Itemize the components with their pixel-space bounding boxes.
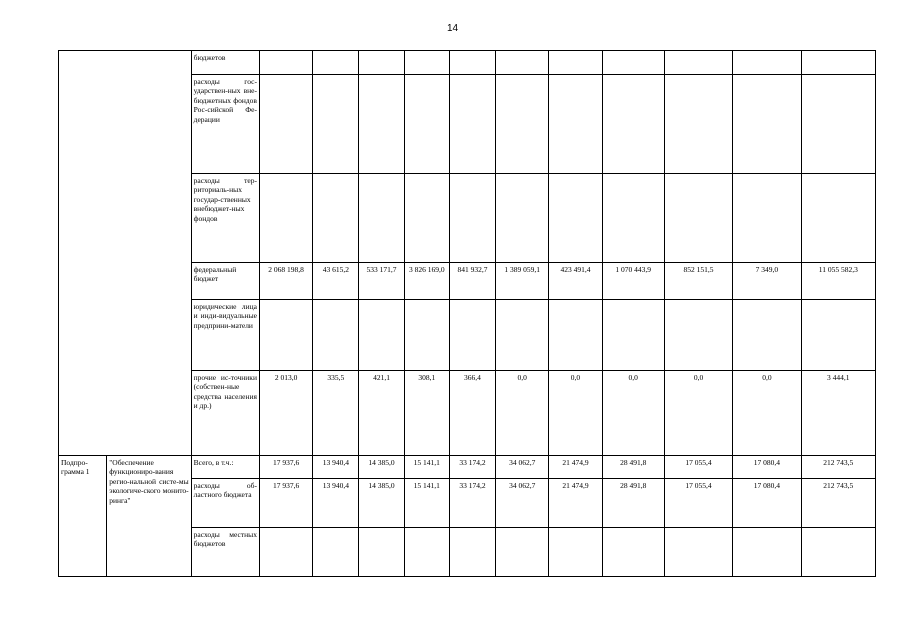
value-cell <box>449 528 495 577</box>
value-cell: 17 080,4 <box>733 479 801 528</box>
value-cell: 21 474,9 <box>549 479 602 528</box>
value-cell: 17 937,6 <box>259 479 312 528</box>
value-cell <box>733 300 801 371</box>
value-cell: 2 068 198,8 <box>259 263 312 300</box>
value-cell <box>404 51 449 75</box>
value-cell <box>801 51 875 75</box>
funding-source-cell: расходы местных бюджетов <box>191 528 259 577</box>
funding-source-cell: расходы тер-риториаль-ных государ-ственных внебюджет-ных фондов <box>191 174 259 263</box>
value-cell: 335,5 <box>313 371 359 456</box>
value-cell: 3 826 169,0 <box>404 263 449 300</box>
value-cell <box>313 300 359 371</box>
value-cell <box>359 174 404 263</box>
funding-source-cell: прочие ис-точники (собствен-ные средства населения и др.) <box>191 371 259 456</box>
value-cell: 0,0 <box>664 371 732 456</box>
value-cell: 17 937,6 <box>259 456 312 479</box>
value-cell <box>404 528 449 577</box>
value-cell <box>602 75 664 174</box>
funding-source-cell: расходы гос-ударствен-ных вне-бюджетных фондов Рос-сийской Фе-дерации <box>191 75 259 174</box>
value-cell <box>449 174 495 263</box>
value-cell <box>496 300 549 371</box>
value-cell: 1 389 059,1 <box>496 263 549 300</box>
value-cell <box>733 75 801 174</box>
value-cell: 308,1 <box>404 371 449 456</box>
value-cell: 0,0 <box>602 371 664 456</box>
value-cell: 11 055 582,3 <box>801 263 875 300</box>
value-cell <box>549 174 602 263</box>
value-cell: 533 171,7 <box>359 263 404 300</box>
funding-source-cell: бюджетов <box>191 51 259 75</box>
value-cell <box>801 75 875 174</box>
value-cell: 28 491,8 <box>602 456 664 479</box>
value-cell: 15 141,1 <box>404 479 449 528</box>
funding-source-cell: расходы об-ластного бюджета <box>191 479 259 528</box>
value-cell: 0,0 <box>549 371 602 456</box>
value-cell: 17 055,4 <box>664 456 732 479</box>
value-cell <box>801 300 875 371</box>
table-row <box>59 51 876 75</box>
value-cell <box>359 300 404 371</box>
value-cell <box>259 75 312 174</box>
value-cell <box>602 174 664 263</box>
value-cell: 21 474,9 <box>549 456 602 479</box>
funding-source-cell: юридические лица и инди-видуальные предприни-матели <box>191 300 259 371</box>
value-cell <box>801 174 875 263</box>
value-cell <box>664 174 732 263</box>
value-cell: 841 932,7 <box>449 263 495 300</box>
value-cell <box>313 174 359 263</box>
value-cell: 423 491,4 <box>549 263 602 300</box>
value-cell <box>313 75 359 174</box>
value-cell <box>313 528 359 577</box>
value-cell: 34 062,7 <box>496 479 549 528</box>
value-cell <box>549 300 602 371</box>
value-cell <box>359 75 404 174</box>
value-cell <box>496 51 549 75</box>
value-cell: 43 615,2 <box>313 263 359 300</box>
value-cell <box>496 174 549 263</box>
value-cell <box>549 528 602 577</box>
value-cell <box>549 51 602 75</box>
value-cell: 1 070 443,9 <box>602 263 664 300</box>
value-cell: 13 940,4 <box>313 456 359 479</box>
value-cell <box>733 528 801 577</box>
value-cell: 14 385,0 <box>359 479 404 528</box>
value-cell: 33 174,2 <box>449 479 495 528</box>
value-cell <box>259 51 312 75</box>
value-cell <box>664 51 732 75</box>
subprogram-label-cell: Подпро-грамма 1 <box>59 456 107 577</box>
value-cell <box>259 300 312 371</box>
value-cell <box>801 528 875 577</box>
table-row <box>59 456 876 479</box>
page-number: 14 <box>446 23 459 34</box>
value-cell: 17 055,4 <box>664 479 732 528</box>
funding-source-cell: Всего, в т.ч.: <box>191 456 259 479</box>
value-cell: 3 444,1 <box>801 371 875 456</box>
value-cell <box>602 528 664 577</box>
value-cell <box>496 75 549 174</box>
value-cell <box>449 51 495 75</box>
value-cell: 28 491,8 <box>602 479 664 528</box>
value-cell <box>496 528 549 577</box>
value-cell <box>359 51 404 75</box>
value-cell: 7 349,0 <box>733 263 801 300</box>
value-cell: 17 080,4 <box>733 456 801 479</box>
value-cell <box>404 300 449 371</box>
value-cell: 2 013,0 <box>259 371 312 456</box>
value-cell: 0,0 <box>496 371 549 456</box>
value-cell <box>549 75 602 174</box>
value-cell <box>404 75 449 174</box>
value-cell: 33 174,2 <box>449 456 495 479</box>
funding-source-cell: федеральный бюджет <box>191 263 259 300</box>
value-cell <box>602 300 664 371</box>
value-cell: 15 141,1 <box>404 456 449 479</box>
value-cell <box>449 75 495 174</box>
value-cell <box>449 300 495 371</box>
value-cell <box>664 75 732 174</box>
value-cell <box>602 51 664 75</box>
value-cell: 212 743,5 <box>801 479 875 528</box>
value-cell: 852 151,5 <box>664 263 732 300</box>
value-cell: 0,0 <box>733 371 801 456</box>
value-cell <box>733 51 801 75</box>
subprogram-title-cell: "Обеспечение функциониро-вания регио-нальной систе-мы экологиче-ского монито-ринга" <box>107 456 191 577</box>
value-cell <box>664 300 732 371</box>
value-cell <box>259 174 312 263</box>
value-cell: 14 385,0 <box>359 456 404 479</box>
value-cell: 13 940,4 <box>313 479 359 528</box>
value-cell: 421,1 <box>359 371 404 456</box>
value-cell: 34 062,7 <box>496 456 549 479</box>
value-cell <box>733 174 801 263</box>
value-cell <box>259 528 312 577</box>
value-cell <box>359 528 404 577</box>
value-cell <box>664 528 732 577</box>
value-cell <box>313 51 359 75</box>
value-cell: 212 743,5 <box>801 456 875 479</box>
program-cell <box>59 51 192 456</box>
budget-table <box>58 50 876 577</box>
value-cell: 366,4 <box>449 371 495 456</box>
value-cell <box>404 174 449 263</box>
